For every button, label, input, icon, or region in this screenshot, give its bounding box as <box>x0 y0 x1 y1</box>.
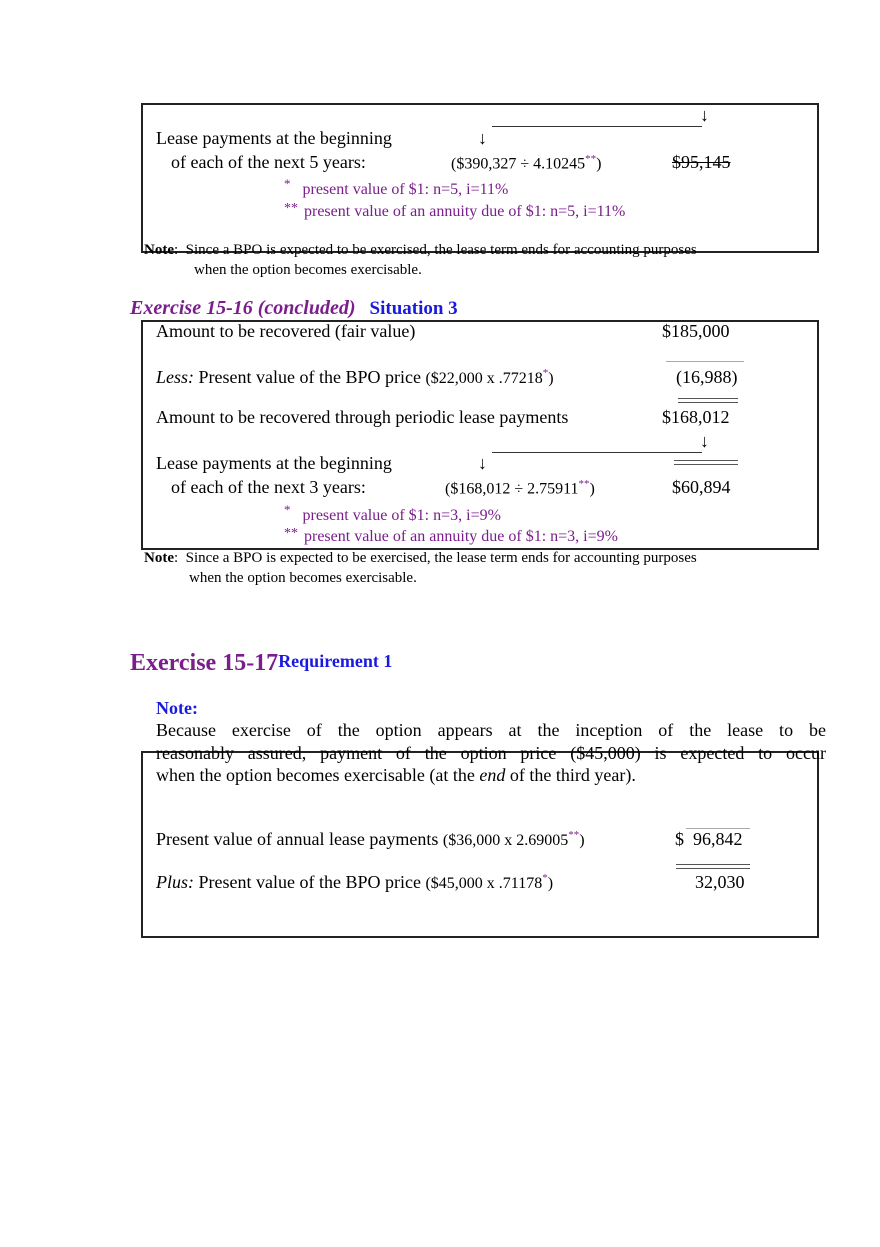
arrow-down-icon: ↓ <box>700 105 709 125</box>
lease-payments-label-line1: Lease payments at the beginning <box>156 128 392 148</box>
lease-payments-calc: ($390,327 ÷ 4.10245**) <box>451 153 602 173</box>
arrow-down-icon: ↓ <box>478 453 487 473</box>
note-paragraph-line2: reasonably assured, payment of the option price ($45,000) is expected to occur <box>156 743 826 763</box>
less-bpo-row: Less: Present value of the BPO price ($22,000 x .77218*) <box>156 367 554 387</box>
note-situation3: Note: Since a BPO is expected to be exercised, the lease term ends for accounting purposes <box>144 550 697 566</box>
arrow-down-icon: ↓ <box>700 431 709 451</box>
footnote-1: * present value of $1: n=3, i=9% <box>284 502 501 524</box>
lease-payments-amount: $95,145 <box>672 152 731 172</box>
lease-payments-label-line1: Lease payments at the beginning <box>156 453 392 473</box>
note-paragraph-line1: Because exercise of the option appears at the inception of the lease to be <box>156 720 826 740</box>
amount-periodic-label: Amount to be recovered through periodic lease payments <box>156 407 569 427</box>
lease-payments-label-line2: of each of the next 3 years: <box>171 477 366 497</box>
note-situation2: Note: Since a BPO is expected to be exercised, the lease term ends for accounting purposes <box>144 242 697 258</box>
lease-payments-label-line2: of each of the next 5 years: <box>171 152 366 172</box>
double-underline <box>676 864 750 869</box>
amount-recovered-value: $185,000 <box>662 321 730 341</box>
exercise-15-17-heading: Exercise 15-17Requirement 1 <box>130 650 393 676</box>
note-situation2-line2: when the option becomes exercisable. <box>194 262 422 278</box>
lease-payments-calc: ($168,012 ÷ 2.75911**) <box>445 478 595 498</box>
double-underline <box>674 460 738 465</box>
lease-payments-amount: $60,894 <box>672 477 731 497</box>
footnote-2: ** present value of an annuity due of $1: n=3, i=9% <box>284 526 618 545</box>
pv-bpo-value: 32,030 <box>695 872 745 892</box>
exercise-15-16-heading: Exercise 15-16 (concluded) Situation 3 <box>130 297 458 319</box>
transfer-line <box>492 452 702 453</box>
underline <box>666 361 744 362</box>
note-paragraph-line3: when the option becomes exercisable (at the end of the third year). <box>156 765 636 785</box>
pv-lease-payments-value: $ 96,842 <box>675 829 743 849</box>
less-bpo-value: (16,988) <box>676 367 738 387</box>
arrow-down-icon: ↓ <box>478 128 487 148</box>
transfer-line <box>492 126 702 127</box>
footnote-1: * present value of $1: n=5, i=11% <box>284 176 509 198</box>
footnote-2: ** present value of an annuity due of $1: n=5, i=11% <box>284 201 626 220</box>
pv-bpo-row: Plus: Present value of the BPO price ($45,000 x .71178*) <box>156 872 554 892</box>
amount-recovered-label: Amount to be recovered (fair value) <box>156 321 416 341</box>
double-underline <box>678 398 738 403</box>
footnote-marker: ** <box>585 153 597 165</box>
note-situation3-line2: when the option becomes exercisable. <box>189 570 417 586</box>
note-heading: Note: <box>156 698 198 718</box>
amount-periodic-value: $168,012 <box>662 407 730 427</box>
pv-lease-payments-row: Present value of annual lease payments ($36,000 x 2.69005**) <box>156 829 585 849</box>
